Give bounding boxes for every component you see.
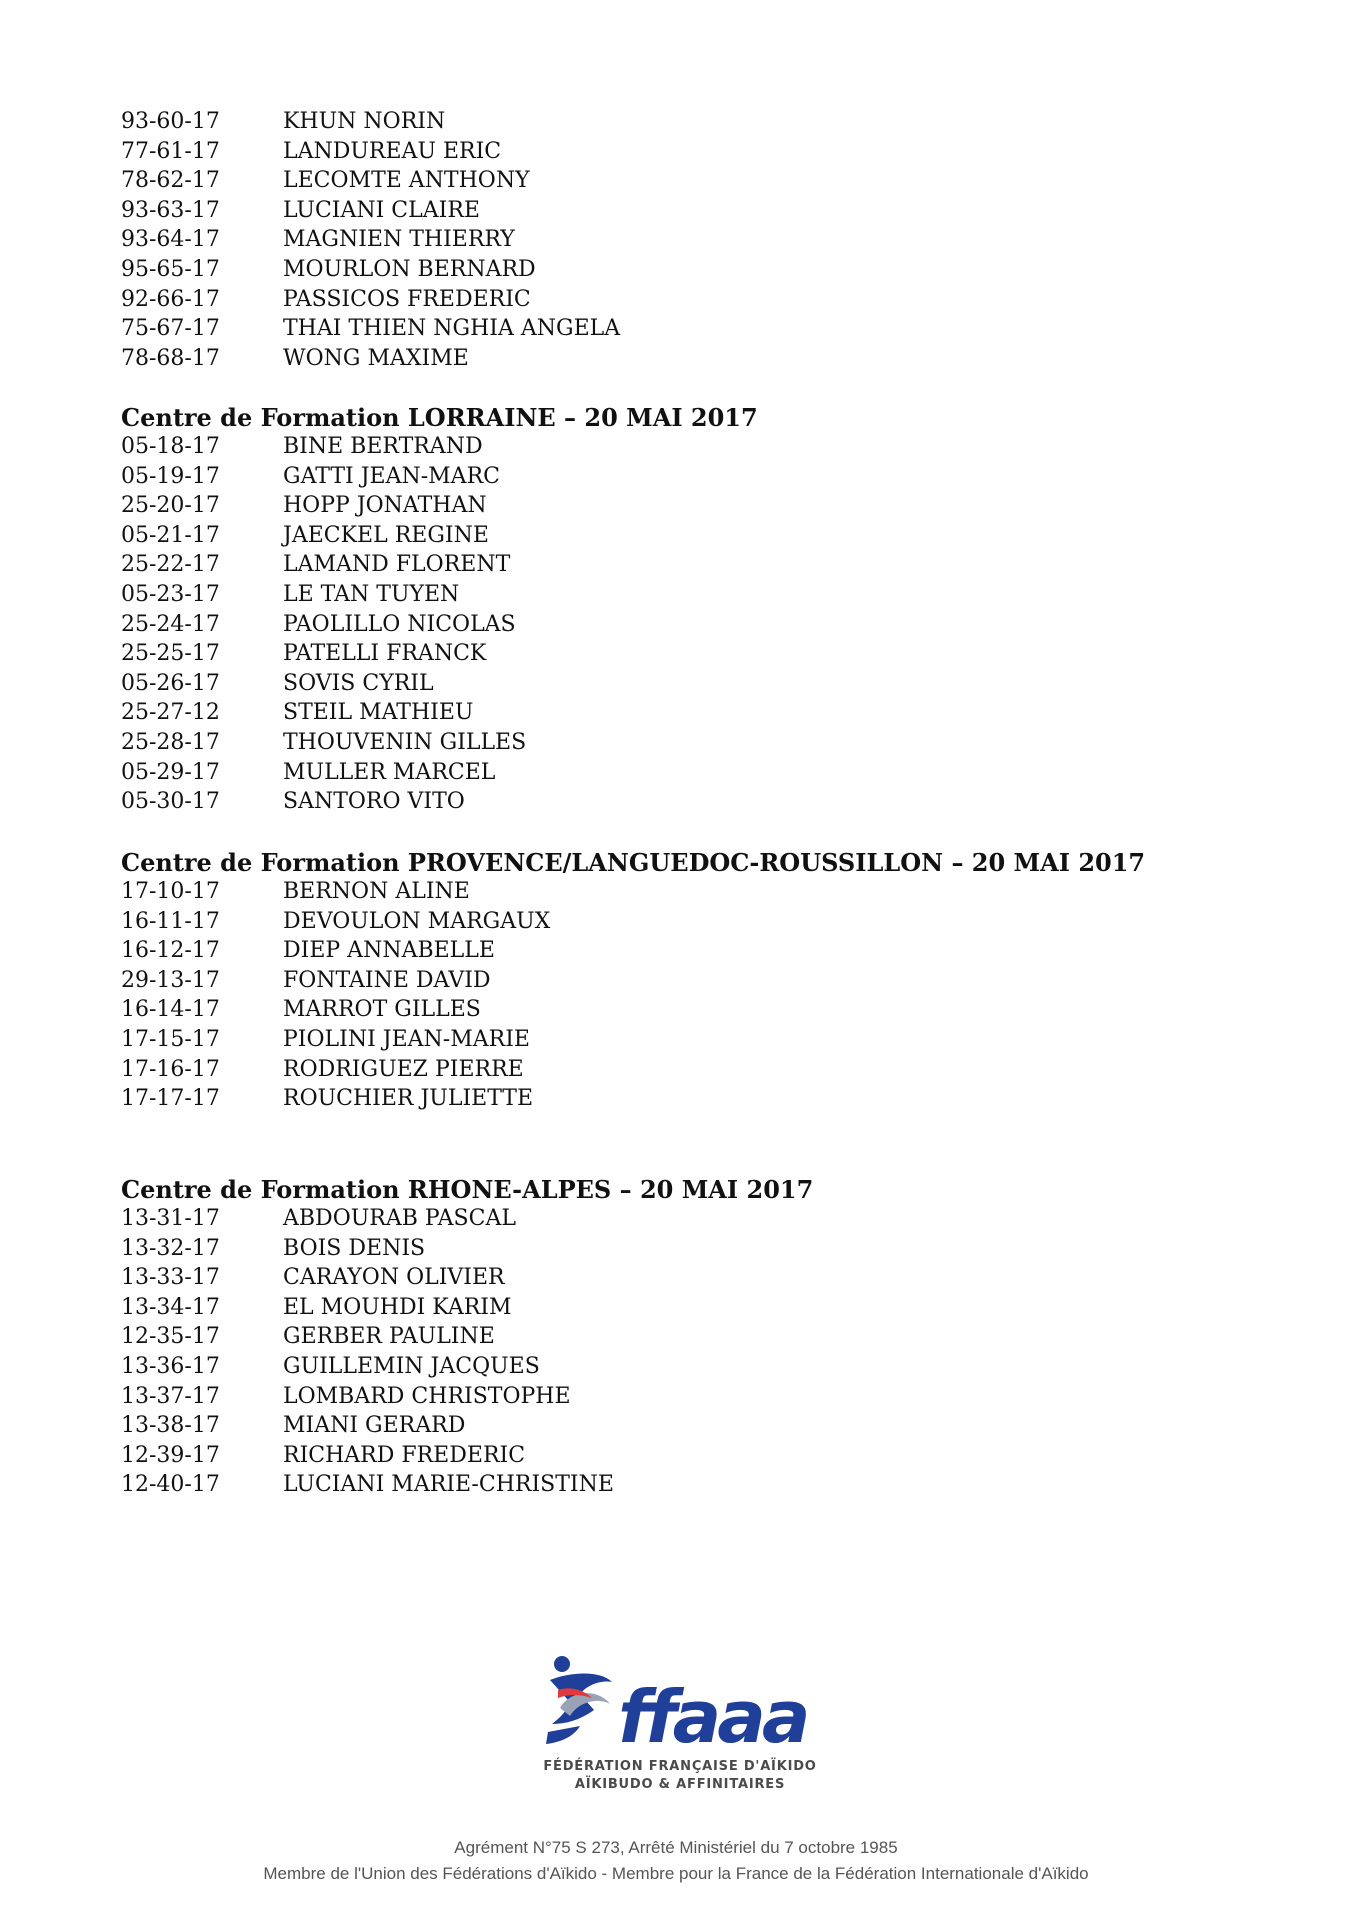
entry-code: 93-63-17 xyxy=(121,197,220,223)
entry-name: MIANI GERARD xyxy=(283,1413,466,1439)
entry-name: STEIL MATHIEU xyxy=(283,700,474,726)
entry-name: LOMBARD CHRISTOPHE xyxy=(283,1383,571,1409)
entry-code: 25-25-17 xyxy=(121,641,220,667)
entry-name: BOIS DENIS xyxy=(283,1235,426,1261)
entry-code: 16-11-17 xyxy=(121,908,220,934)
entry-name: MARROT GILLES xyxy=(283,997,481,1023)
entry-code: 25-28-17 xyxy=(121,729,220,755)
entry-code: 05-23-17 xyxy=(121,581,220,607)
entry-code: 13-32-17 xyxy=(121,1235,220,1261)
logo-wordmark: ffaaa xyxy=(618,1675,807,1759)
entry-name: PAOLILLO NICOLAS xyxy=(283,611,516,637)
entry-code: 25-24-17 xyxy=(121,611,220,637)
entry-code: 13-36-17 xyxy=(121,1353,220,1379)
entry-code: 25-20-17 xyxy=(121,493,220,519)
entry-code: 13-38-17 xyxy=(121,1413,220,1439)
logo-org-line1: FÉDÉRATION FRANÇAISE D'AÏKIDO xyxy=(543,1759,817,1774)
entry-code: 16-12-17 xyxy=(121,938,220,964)
entry-name: PATELLI FRANCK xyxy=(283,641,487,667)
entry-code: 05-30-17 xyxy=(121,789,220,815)
entry-code: 13-34-17 xyxy=(121,1294,220,1320)
entry-name: SANTORO VITO xyxy=(283,789,465,815)
entry-code: 13-31-17 xyxy=(121,1206,220,1231)
entry-name: GUILLEMIN JACQUES xyxy=(283,1353,540,1379)
entry-name: MAGNIEN THIERRY xyxy=(283,227,515,253)
footer-agrement: Agrément N°75 S 273, Arrêté Ministériel du 7 octobre 1985 xyxy=(454,1838,898,1857)
entry-name: SOVIS CYRIL xyxy=(283,670,434,696)
section-heading-rhone-alpes: Centre de Formation RHONE-ALPES – 20 MAI 2017 xyxy=(121,1175,814,1204)
entry-name: PIOLINI JEAN-MARIE xyxy=(283,1026,530,1052)
entry-code: 05-29-17 xyxy=(121,759,220,785)
entry-name: THAI THIEN NGHIA ANGELA xyxy=(283,316,621,342)
logo-figure-head xyxy=(554,1656,570,1672)
entry-name: LANDUREAU ERIC xyxy=(283,138,502,164)
entry-code: 05-19-17 xyxy=(121,463,220,489)
entry-name: THOUVENIN GILLES xyxy=(283,729,527,755)
entry-code: 05-26-17 xyxy=(121,670,220,696)
entry-code: 92-66-17 xyxy=(121,286,220,312)
entry-name: JAECKEL REGINE xyxy=(283,522,489,548)
entry-code: 16-14-17 xyxy=(121,997,220,1023)
entry-name: BINE BERTRAND xyxy=(283,434,483,459)
entry-code: 77-61-17 xyxy=(121,138,220,164)
entry-code: 12-39-17 xyxy=(121,1442,220,1468)
entry-name: MULLER MARCEL xyxy=(283,759,496,785)
entry-code: 12-35-17 xyxy=(121,1324,220,1350)
entry-name: LUCIANI CLAIRE xyxy=(283,197,480,223)
entry-name: MOURLON BERNARD xyxy=(283,256,536,282)
entry-code: 05-18-17 xyxy=(121,434,220,459)
logo-org-line2: AÏKIBUDO & AFFINITAIRES xyxy=(574,1777,786,1792)
entry-name: BERNON ALINE xyxy=(283,879,470,904)
entry-code: 78-62-17 xyxy=(121,168,220,194)
entry-name: DIEP ANNABELLE xyxy=(283,938,495,964)
entry-code: 05-21-17 xyxy=(121,522,220,548)
entry-name: KHUN NORIN xyxy=(283,109,446,134)
entry-code: 75-67-17 xyxy=(121,316,220,342)
entry-name: WONG MAXIME xyxy=(283,345,469,371)
entry-name: LE TAN TUYEN xyxy=(283,581,460,607)
entry-name: ABDOURAB PASCAL xyxy=(283,1206,516,1231)
entry-name: GATTI JEAN-MARC xyxy=(283,463,500,489)
entry-name: CARAYON OLIVIER xyxy=(283,1265,505,1291)
entry-code: 93-60-17 xyxy=(121,109,220,134)
entry-code: 17-16-17 xyxy=(121,1056,220,1082)
entry-code: 12-40-17 xyxy=(121,1472,220,1498)
entry-code: 95-65-17 xyxy=(121,256,220,282)
ffaaa-logo xyxy=(540,1650,820,1800)
entry-code: 29-13-17 xyxy=(121,967,220,993)
entry-name: LAMAND FLORENT xyxy=(283,552,511,578)
entry-code: 13-33-17 xyxy=(121,1265,220,1291)
entry-name: LUCIANI MARIE-CHRISTINE xyxy=(283,1472,614,1498)
section-heading-lorraine: Centre de Formation LORRAINE – 20 MAI 2017 xyxy=(121,403,758,432)
footer-membership: Membre de l'Union des Fédérations d'Aïkido - Membre pour la France de la Fédération Internationale d'Aïkido xyxy=(263,1864,1089,1883)
section-heading-provence: Centre de Formation PROVENCE/LANGUEDOC-ROUSSILLON – 20 MAI 2017 xyxy=(121,848,1146,877)
entry-name: PASSICOS FREDERIC xyxy=(283,286,531,312)
entry-name: RICHARD FREDERIC xyxy=(283,1442,526,1468)
entry-code: 25-22-17 xyxy=(121,552,220,578)
entry-code: 17-10-17 xyxy=(121,879,220,904)
entry-name: EL MOUHDI KARIM xyxy=(283,1294,512,1320)
entry-code: 93-64-17 xyxy=(121,227,220,253)
entry-code: 13-37-17 xyxy=(121,1383,220,1409)
entry-code: 17-17-17 xyxy=(121,1086,220,1112)
entry-name: RODRIGUEZ PIERRE xyxy=(283,1056,524,1082)
entry-name: HOPP JONATHAN xyxy=(283,493,487,519)
entry-name: ROUCHIER JULIETTE xyxy=(283,1086,534,1112)
logo-figure-leg xyxy=(546,1726,580,1744)
entry-name: FONTAINE DAVID xyxy=(283,967,491,993)
entry-code: 78-68-17 xyxy=(121,345,220,371)
entry-code: 25-27-12 xyxy=(121,700,220,726)
entry-name: GERBER PAULINE xyxy=(283,1324,495,1350)
entry-code: 17-15-17 xyxy=(121,1026,220,1052)
entry-name: DEVOULON MARGAUX xyxy=(283,908,551,934)
entry-name: LECOMTE ANTHONY xyxy=(283,168,530,194)
